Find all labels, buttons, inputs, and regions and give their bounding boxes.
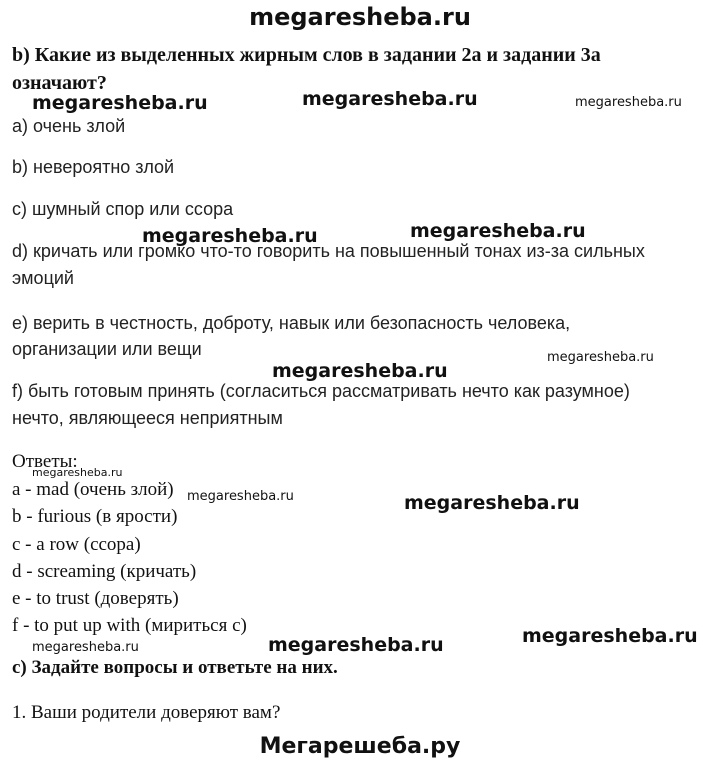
- watermark: megaresheba.ru: [187, 489, 294, 504]
- answer-b: b - furious (в ярости): [12, 506, 178, 527]
- watermark: megaresheba.ru: [32, 466, 123, 479]
- definition-a: а) очень злой: [12, 116, 126, 136]
- answer-a: a - mad (очень злой): [12, 479, 174, 500]
- watermark: megaresheba.ru: [32, 92, 208, 114]
- task-c-title: c) Задайте вопросы и ответьте на них.: [12, 657, 338, 678]
- watermark: megaresheba.ru: [575, 95, 682, 110]
- answers-heading: Ответы:: [12, 451, 78, 472]
- watermark: megaresheba.ru: [142, 225, 318, 247]
- site-header: megaresheba.ru: [249, 3, 471, 31]
- watermark: megaresheba.ru: [547, 350, 654, 365]
- definition-e-line2: организации или вещи: [12, 339, 202, 359]
- definition-f-line1: f) быть готовым принять (согласиться рассматривать нечто как разумное): [12, 381, 630, 401]
- definition-c: c) шумный спор или ссора: [12, 199, 234, 219]
- answer-f: f - to put up with (мириться с): [12, 615, 247, 636]
- definition-b: b) невероятно злой: [12, 157, 175, 177]
- watermark: megaresheba.ru: [302, 88, 478, 110]
- watermark: megaresheba.ru: [522, 625, 698, 647]
- definition-d-line2: эмоций: [12, 268, 74, 288]
- answer-d: d - screaming (кричать): [12, 561, 197, 582]
- watermark: megaresheba.ru: [32, 640, 139, 655]
- footer-brand: Мегарешеба.ру: [259, 734, 461, 759]
- watermark: megaresheba.ru: [410, 220, 586, 242]
- watermark: megaresheba.ru: [404, 492, 580, 514]
- watermark: megaresheba.ru: [268, 634, 444, 656]
- task-c-question-1: 1. Ваши родители доверяют вам?: [12, 702, 281, 723]
- definition-d-line1: d) кричать или громко что-то говорить на повышенный тонах из-за сильных: [12, 241, 645, 261]
- task-b-title-line2: означают?: [12, 72, 107, 94]
- answer-e: e - to trust (доверять): [12, 588, 179, 609]
- definition-e-line1: е) верить в честность, доброту, навык или безопасность человека,: [12, 313, 571, 333]
- definition-f-line2: нечто, являющееся неприятным: [12, 408, 283, 428]
- watermark: megaresheba.ru: [272, 360, 448, 382]
- task-b-title-line1: b) Какие из выделенных жирным слов в задании 2а и задании 3а: [12, 44, 601, 66]
- answer-c: c - a row (ссора): [12, 534, 141, 555]
